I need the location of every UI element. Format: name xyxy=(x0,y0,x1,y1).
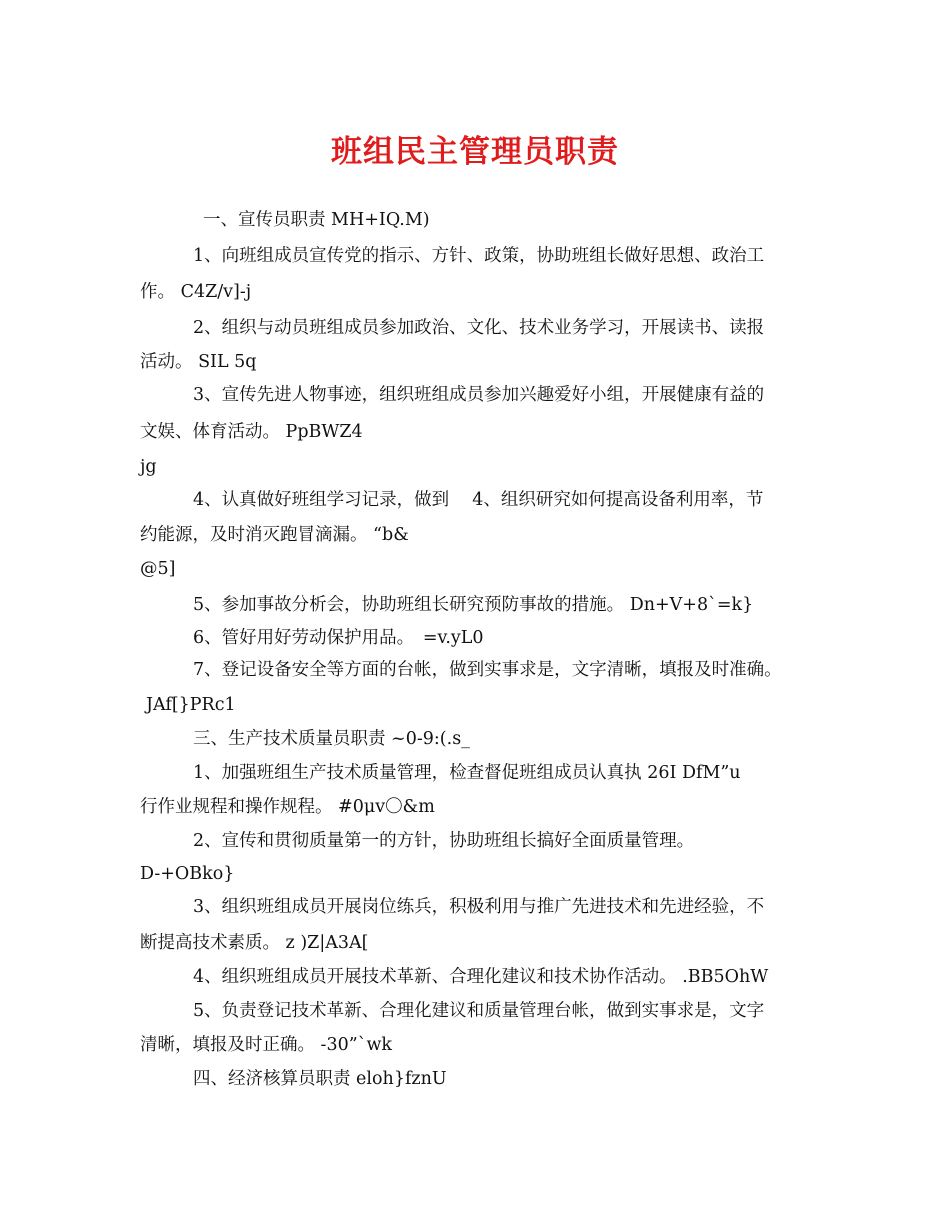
paragraph-line: 3、宣传先进人物事迹，组织班组成员参加兴趣爱好小组，开展健康有益的 xyxy=(193,385,765,405)
paragraph-line: 4、认真做好班组学习记录，做到 4、组织研究如何提高设备利用率，节 xyxy=(193,490,764,510)
paragraph-line: 6、管好用好劳动保护用品。 =v.yL0 xyxy=(193,628,484,648)
section-heading: 四、经济核算员职责 eloh}fznU xyxy=(193,1069,447,1089)
paragraph-line: D-+OBko} xyxy=(140,864,235,884)
paragraph-line: @5] xyxy=(140,559,176,579)
paragraph-line: 2、宣传和贯彻质量第一的方针，协助班组长搞好全面质量管理。 xyxy=(193,831,695,851)
paragraph-line: 2、组织与动员班组成员参加政治、文化、技术业务学习，开展读书、读报 xyxy=(193,318,765,338)
paragraph-line: 文娱、体育活动。 PpBWZ4 xyxy=(140,422,363,442)
section-heading: 一、宣传员职责 MH+IQ.M) xyxy=(203,210,430,230)
paragraph-line: 约能源，及时消灭跑冒滴漏。 “b& xyxy=(140,525,409,545)
paragraph-line: 1、加强班组生产技术质量管理，检查督促班组成员认真执 26I DfM”u xyxy=(193,763,741,783)
paragraph-line: 断提高技术素质。 z )Z|A3A[ xyxy=(140,933,369,953)
paragraph-line: 清晰，填报及时正确。 -30”`wk xyxy=(140,1035,393,1055)
document-title: 班组民主管理员职责 xyxy=(331,134,619,170)
paragraph-line: 活动。 SIL 5q xyxy=(140,352,257,372)
paragraph-line: 7、登记设备安全等方面的台帐，做到实事求是，文字清晰，填报及时准确。 xyxy=(193,660,782,680)
paragraph-line: 5、负责登记技术革新、合理化建议和质量管理台帐，做到实事求是，文字 xyxy=(193,1001,765,1021)
paragraph-line: 1、向班组成员宣传党的指示、方针、政策，协助班组长做好思想、政治工 xyxy=(193,246,765,266)
section-heading: 三、生产技术质量员职责 ~0-9:(.s_ xyxy=(193,729,470,749)
paragraph-line: 5、参加事故分析会，协助班组长研究预防事故的措施。 Dn+V+8`=k} xyxy=(193,595,754,615)
paragraph-line: jg xyxy=(140,457,157,477)
paragraph-line: 行作业规程和操作规程。 #0μv〇&m xyxy=(140,797,435,817)
paragraph-line: JAf[}PRc1 xyxy=(146,695,236,715)
paragraph-line: 4、组织班组成员开展技术革新、合理化建议和技术协作活动。 .BB5OhW xyxy=(193,967,769,987)
paragraph-line: 3、组织班组成员开展岗位练兵，积极利用与推广先进技术和先进经验，不 xyxy=(193,897,765,917)
paragraph-line: 作。 C4Z/v]-j xyxy=(140,282,252,302)
